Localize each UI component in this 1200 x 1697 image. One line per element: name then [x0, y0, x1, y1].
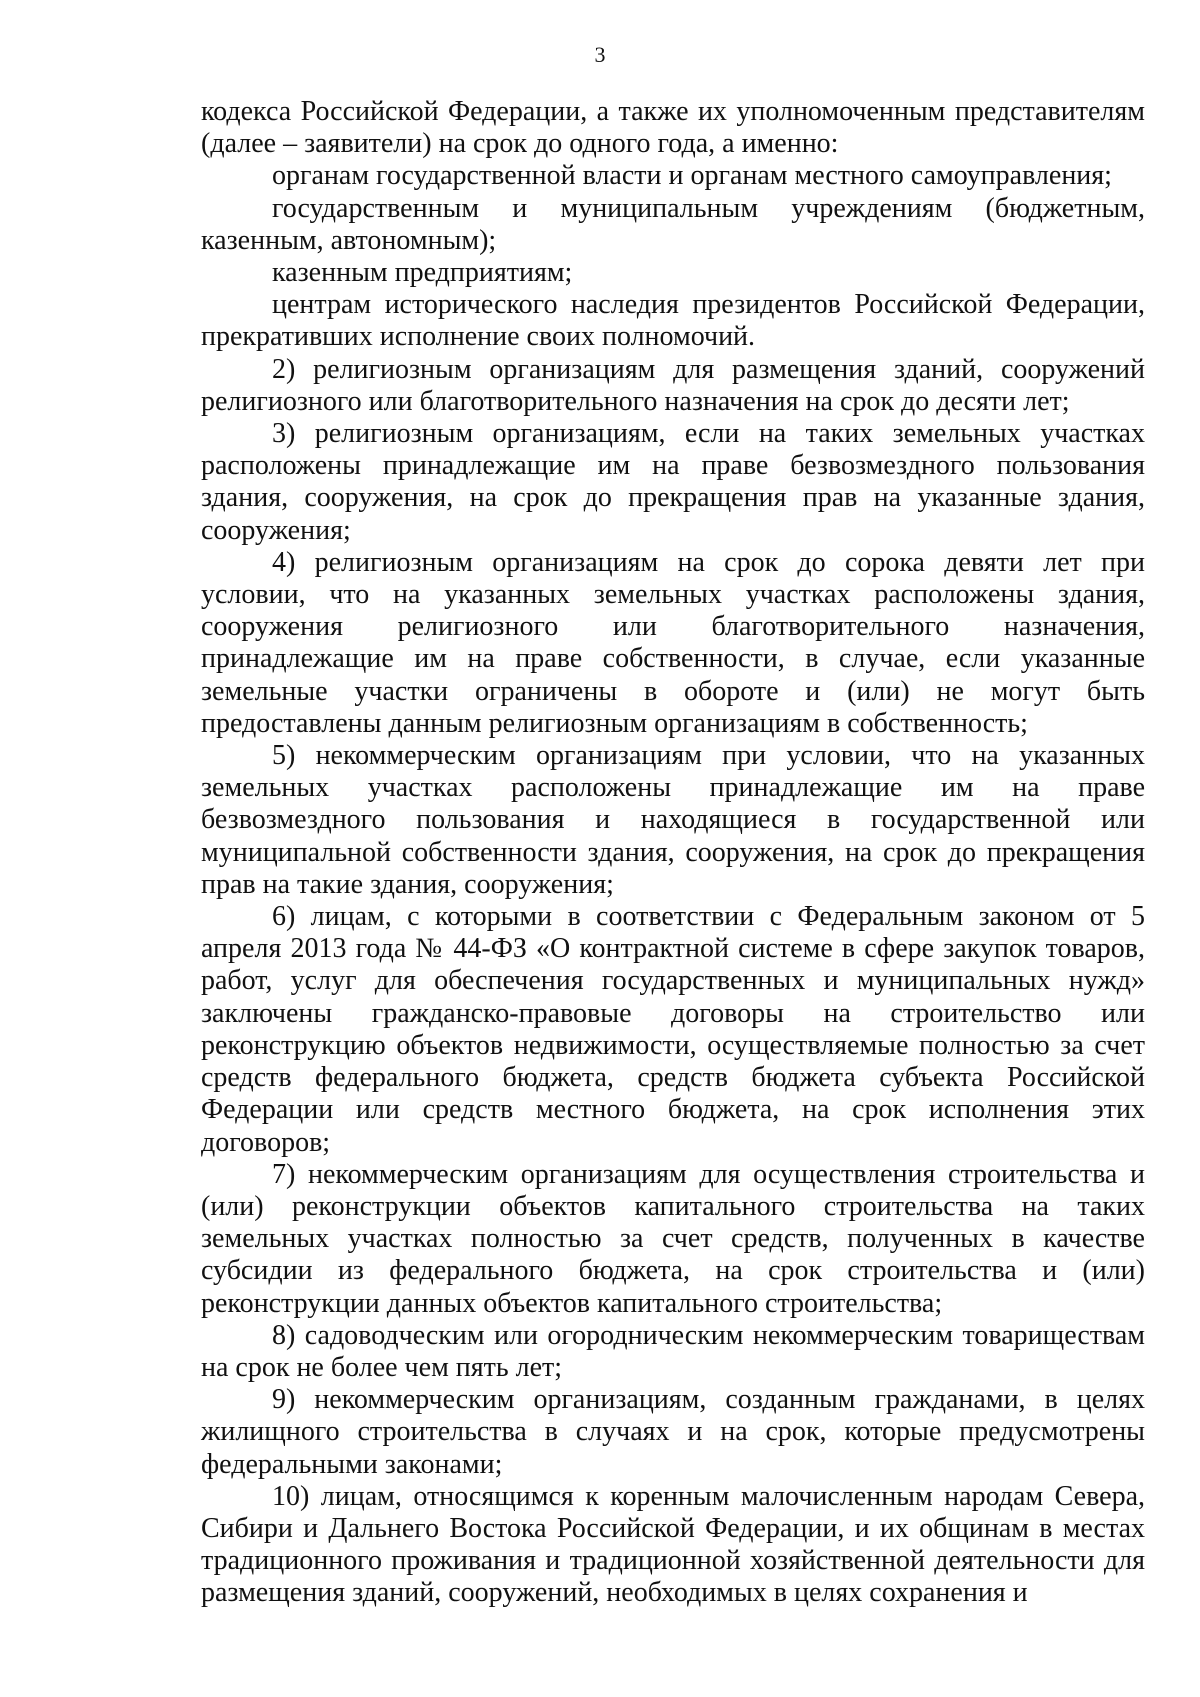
- paragraph-item-8: 8) садоводческим или огородническим некоммерческим товариществам на срок не более чем пять лет;: [201, 1319, 1145, 1383]
- paragraph-intro: кодекса Российской Федерации, а также их уполномоченным представителям (далее – заявители) на срок до одного года, а именно:: [201, 96, 1145, 160]
- list-item-institutions: государственным и муниципальным учреждениям (бюджетным, казенным, автономным);: [201, 192, 1145, 256]
- page-number: 3: [594, 42, 606, 67]
- paragraph-item-5: 5) некоммерческим организациям при условии, что на указанных земельных участках расположены принадлежащие им на праве безвозмездного пользования и находящиеся в государственной или муниципальной собственности здания, сооружения, на срок до прекращения прав на такие здания, сооружения;: [201, 740, 1145, 900]
- paragraph-item-6: 6) лицам, с которыми в соответствии с Федеральным законом от 5 апреля 2013 года № 44-ФЗ «О контрактной системе в сфере закупок товаров, работ, услуг для обеспечения государственных и муниципальных нужд» заключены гражданско-правовые договоры на строительство или реконструкцию объектов недвижимости, осуществляемые полностью за счет средств федерального бюджета, средств бюджета субъекта Российской Федерации или средств местного бюджета, на срок исполнения этих договоров;: [201, 901, 1145, 1158]
- paragraph-item-3: 3) религиозным организациям, если на таких земельных участках расположены принадлежащие им на праве безвозмездного пользования здания, сооружения, на срок до прекращения прав на указанные здания, сооружения;: [201, 418, 1145, 546]
- list-item-authorities: органам государственной власти и органам местного самоуправления;: [272, 160, 1112, 192]
- paragraph-item-10: 10) лицам, относящимся к коренным малочисленным народам Севера, Сибири и Дальнего Востока Российской Федерации, и их общинам в местах традиционного проживания и традиционной хозяйственной деятельности для размещения зданий, сооружений, необходимых в целях сохранения и: [201, 1480, 1145, 1609]
- document-body: [201, 96, 1145, 1610]
- list-item-heritage-centers: центрам исторического наследия президентов Российской Федерации, прекративших исполнение своих полномочий.: [201, 289, 1145, 353]
- paragraph-item-4: 4) религиозным организациям на срок до сорока девяти лет при условии, что на указанных земельных участках расположены здания, сооружения религиозного или благотворительного назначения, принадлежащие им на праве собственности, в случае, если указанные земельные участки ограничены в обороте и (или) не могут быть предоставлены данным религиозным организациям в собственность;: [201, 546, 1145, 739]
- paragraph-item-9: 9) некоммерческим организациям, созданным гражданами, в целях жилищного строительства в случаях и на срок, которые предусмотрены федеральными законами;: [201, 1384, 1145, 1480]
- paragraph-item-2: 2) религиозным организациям для размещения зданий, сооружений религиозного или благотворительного назначения на срок до десяти лет;: [201, 353, 1145, 417]
- paragraph-item-7: 7) некоммерческим организациям для осуществления строительства и (или) реконструкции объектов капитального строительства на таких земельных участках полностью за счет средств, полученных в качестве субсидии из федерального бюджета, на срок строительства и (или) реконструкции данных объектов капитального строительства;: [201, 1158, 1145, 1319]
- list-item-enterprises: казенным предприятиям;: [272, 257, 573, 289]
